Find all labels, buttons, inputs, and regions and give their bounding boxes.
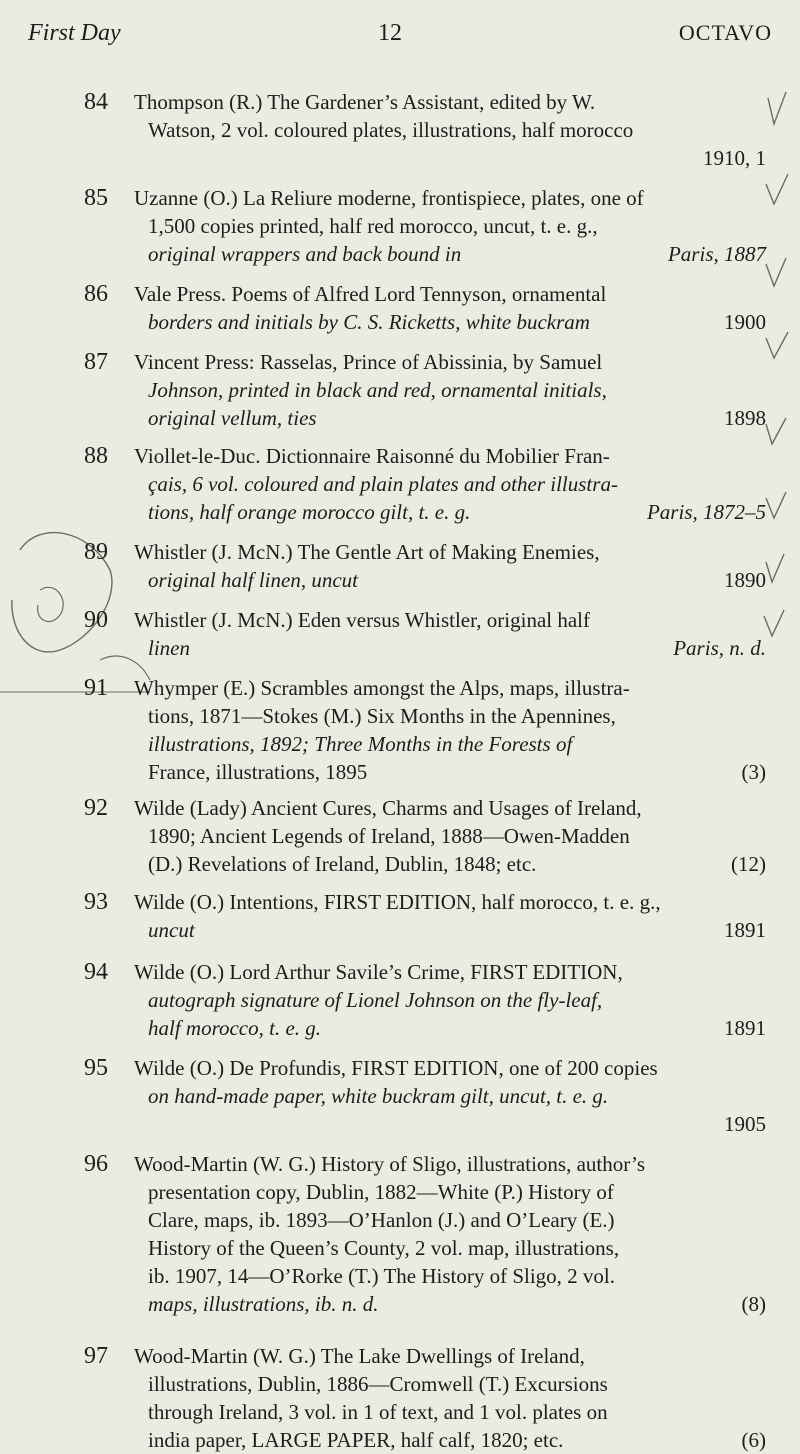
lot-number: 95 (84, 1055, 108, 1081)
entry-line: Whymper (E.) Scrambles amongst the Alps, maps, illustra- (134, 676, 630, 700)
lot-number: 85 (84, 185, 108, 211)
entry-line: ib. 1907, 14—O’Rorke (T.) The History of Sligo, 2 vol. (148, 1264, 616, 1288)
entry-text: tions, half orange morocco gilt, t. e. g. (148, 500, 471, 524)
entry-text: borders and initials by C. S. Ricketts, white buckram (148, 310, 590, 334)
entry-line: Wilde (O.) Lord Arthur Savile’s Crime, FIRST EDITION, (134, 960, 623, 984)
entry-line: on hand-made paper, white buckram gilt, uncut, t. e. g. (148, 1084, 609, 1108)
entry-date: 1891 (724, 918, 766, 942)
entry-line (134, 916, 766, 944)
entry-text: india paper, LARGE PAPER, half calf, 1820; etc. (148, 1428, 564, 1452)
entry-line: Clare, maps, ib. 1893—O’Hanlon (J.) and O’Leary (E.) (148, 1208, 615, 1232)
entry-line (134, 498, 766, 526)
entry-line: Viollet-le-Duc. Dictionnaire Raisonné du Mobilier Fran- (134, 444, 610, 468)
entry-date: 1910, 1 (703, 146, 766, 170)
entry-line: illustrations, 1892; Three Months in the Forests of (148, 732, 573, 756)
entry-line (134, 850, 766, 878)
entry-text: (D.) Revelations of Ireland, Dublin, 1848; etc. (148, 852, 537, 876)
entry-text: maps, illustrations, ib. n. d. (148, 1292, 379, 1316)
entry-line: Watson, 2 vol. coloured plates, illustrations, half morocco (148, 118, 634, 142)
entry-date: 1890 (724, 568, 766, 592)
entry-text: uncut (148, 918, 195, 942)
entry-line: Wood-Martin (W. G.) The Lake Dwellings of Ireland, (134, 1344, 585, 1368)
entry-line (134, 566, 766, 594)
entry-line (134, 758, 766, 786)
lot-number: 96 (84, 1151, 108, 1177)
lot-number: 92 (84, 795, 108, 821)
entry-text: France, illustrations, 1895 (148, 760, 368, 784)
header-format: OCTAVO (678, 20, 772, 45)
entry-line: 1,500 copies printed, half red morocco, uncut, t. e. g., (148, 214, 598, 238)
lot-number: 88 (84, 443, 108, 469)
entry-line: through Ireland, 3 vol. in 1 of text, and 1 vol. plates on (148, 1400, 608, 1424)
entry-count: (3) (741, 760, 766, 784)
entry-date: 1900 (724, 310, 766, 334)
entry-line (134, 1290, 766, 1318)
entry-line: Uzanne (O.) La Reliure moderne, frontispiece, plates, one of (134, 186, 644, 210)
entry-text: original wrappers and back bound in (148, 242, 462, 266)
entry-line: Whistler (J. McN.) The Gentle Art of Making Enemies, (134, 540, 600, 564)
lot-number: 90 (84, 607, 108, 633)
entry-line: Wilde (O.) De Profundis, FIRST EDITION, one of 200 copies (134, 1056, 658, 1080)
tick-marks-icon (760, 88, 800, 648)
entry-count: (12) (731, 852, 766, 876)
entry-date: 1905 (724, 1112, 766, 1136)
entry-text: original half linen, uncut (148, 568, 358, 592)
entry-line: Wilde (O.) Intentions, FIRST EDITION, half morocco, t. e. g., (134, 890, 661, 914)
entry-text: linen (148, 636, 190, 660)
page-number: 12 (378, 20, 402, 46)
page-header (0, 18, 800, 54)
entry-line (134, 240, 766, 268)
entry-line (134, 634, 766, 662)
entry-line (134, 308, 766, 336)
entry-date: 1891 (724, 1016, 766, 1040)
entry-line: tions, 1871—Stokes (M.) Six Months in the Apennines, (148, 704, 616, 728)
header-day: First Day (28, 20, 121, 46)
lot-number: 94 (84, 959, 108, 985)
entry-date: Paris, 1872–5 (646, 500, 766, 524)
lot-number: 87 (84, 349, 108, 375)
entry-line: Vincent Press: Rasselas, Prince of Abissinia, by Samuel (134, 350, 603, 374)
entry-line: Vale Press. Poems of Alfred Lord Tennyson, ornamental (134, 282, 607, 306)
entry-line (134, 404, 766, 432)
lot-number: 97 (84, 1343, 108, 1369)
lot-number: 93 (84, 889, 108, 915)
entry-line: Wilde (Lady) Ancient Cures, Charms and Usages of Ireland, (134, 796, 642, 820)
entry-text: half morocco, t. e. g. (148, 1016, 322, 1040)
entry-text: original vellum, ties (148, 406, 317, 430)
entry-line: History of the Queen’s County, 2 vol. map, illustrations, (148, 1236, 620, 1260)
entry-line (134, 1426, 766, 1454)
entry-line: Wood-Martin (W. G.) History of Sligo, illustrations, author’s (134, 1152, 646, 1176)
entry-line: Thompson (R.) The Gardener’s Assistant, edited by W. (134, 90, 596, 114)
entry-count: (8) (741, 1292, 766, 1316)
entry-line: Whistler (J. McN.) Eden versus Whistler, original half (134, 608, 590, 632)
entry-count: (6) (741, 1428, 766, 1452)
entry-date: Paris, n. d. (673, 636, 766, 660)
entry-date: 1898 (724, 406, 766, 430)
entry-line: çais, 6 vol. coloured and plain plates and other illustra- (148, 472, 618, 496)
entry-line: illustrations, Dublin, 1886—Cromwell (T.) Excursions (148, 1372, 608, 1396)
lot-number: 89 (84, 539, 108, 565)
entry-line: presentation copy, Dublin, 1882—White (P.) History of (148, 1180, 614, 1204)
entry-date: Paris, 1887 (667, 242, 766, 266)
entry-line: Johnson, printed in black and red, ornamental initials, (148, 378, 607, 402)
lot-number: 84 (84, 89, 108, 115)
lot-number: 91 (84, 675, 108, 701)
entry-line: 1890; Ancient Legends of Ireland, 1888—Owen-Madden (148, 824, 630, 848)
entry-line (134, 1014, 766, 1042)
entry-line: autograph signature of Lionel Johnson on the fly-leaf, (148, 988, 603, 1012)
lot-number: 86 (84, 281, 108, 307)
